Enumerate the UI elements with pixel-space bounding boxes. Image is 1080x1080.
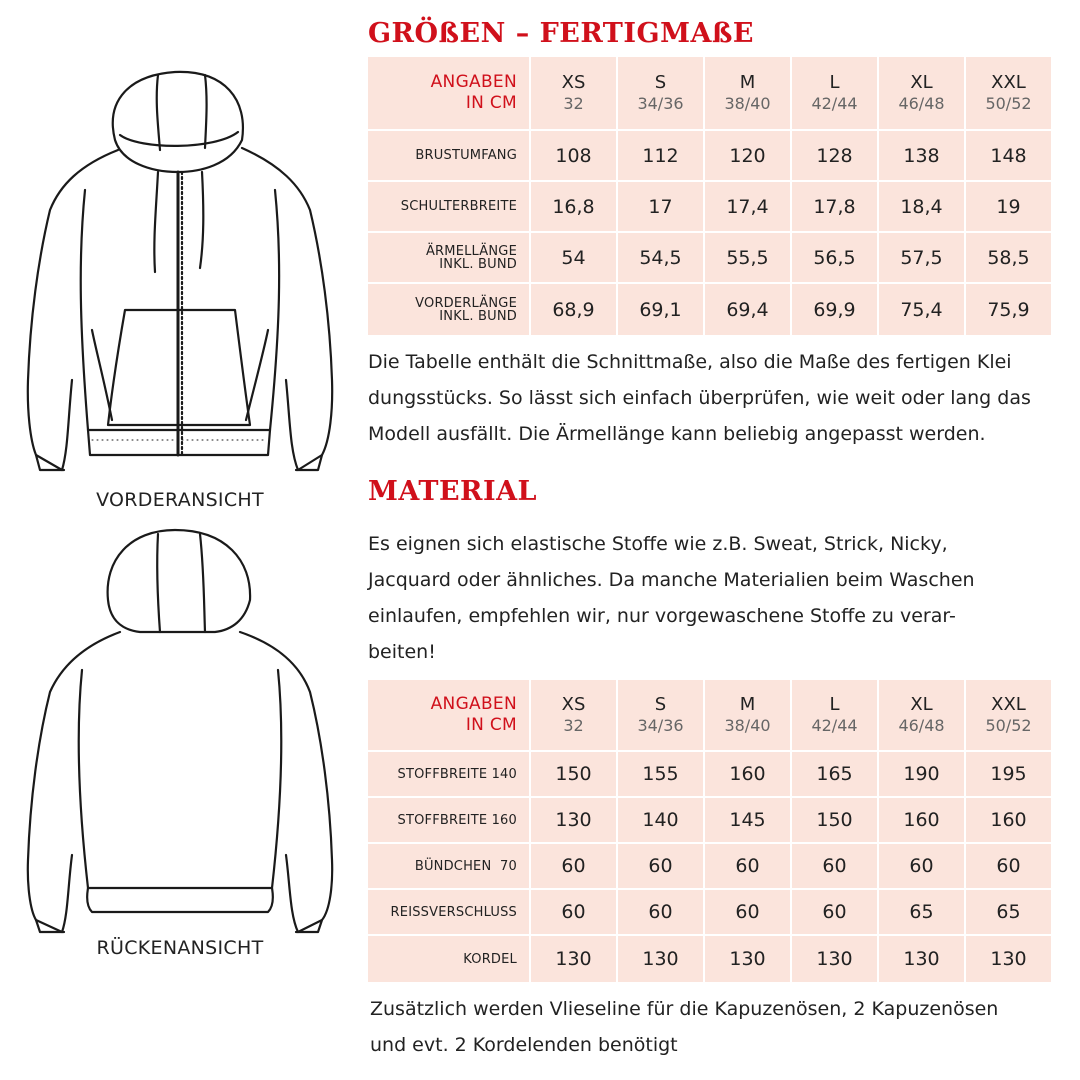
table-cell: 60 <box>877 844 964 890</box>
illustration-column <box>0 0 360 1080</box>
table-cell: 195 <box>964 752 1051 798</box>
table-cell: 130 <box>529 798 616 844</box>
material-header-row <box>368 680 1051 752</box>
sizes-table <box>368 57 1051 335</box>
row-label: ÄRMELLÄNGE INKL. BUND <box>368 233 529 284</box>
table-cell: 60 <box>529 844 616 890</box>
table-cell: 60 <box>529 890 616 936</box>
table-cell: 130 <box>790 936 877 982</box>
table-cell: 60 <box>616 890 703 936</box>
table-cell: 60 <box>964 844 1051 890</box>
table-cell: 165 <box>790 752 877 798</box>
material-footer <box>370 991 1060 1063</box>
row-label: SCHULTERBREITE <box>368 182 529 233</box>
size-col-xs: XS 32 <box>529 680 616 752</box>
size-col-m: M 38/40 <box>703 680 790 752</box>
table-cell: 65 <box>877 890 964 936</box>
row-label: STOFFBREITE 140 <box>368 752 529 798</box>
row-label: STOFFBREITE 160 <box>368 798 529 844</box>
table-row <box>368 798 1051 844</box>
sizes-note <box>368 344 1058 452</box>
table-cell: 55,5 <box>703 233 790 284</box>
sizes-corner-label: ANGABEN IN CM <box>368 57 529 131</box>
material-text <box>368 526 1058 670</box>
table-cell: 60 <box>703 890 790 936</box>
table-cell: 57,5 <box>877 233 964 284</box>
front-view-caption: VORDERANSICHT <box>96 489 264 511</box>
table-row <box>368 890 1051 936</box>
size-col-s: S 34/36 <box>616 680 703 752</box>
table-row <box>368 182 1051 233</box>
table-cell: 155 <box>616 752 703 798</box>
note-line: Die Tabelle enthält die Schnittmaße, also die Maße des fertigen Klei <box>368 351 1012 373</box>
material-corner-label: ANGABEN IN CM <box>368 680 529 752</box>
table-row <box>368 752 1051 798</box>
material-title: MATERIAL <box>368 476 538 507</box>
table-cell: 69,9 <box>790 284 877 335</box>
size-col-xl: XL 46/48 <box>877 680 964 752</box>
size-col-xs: XS 32 <box>529 57 616 131</box>
table-cell: 160 <box>703 752 790 798</box>
table-row <box>368 844 1051 890</box>
row-label: KORDEL <box>463 951 517 967</box>
table-cell: 69,4 <box>703 284 790 335</box>
table-row <box>368 233 1051 284</box>
table-cell: 130 <box>877 936 964 982</box>
table-cell: 56,5 <box>790 233 877 284</box>
table-cell: 16,8 <box>529 182 616 233</box>
table-row <box>368 284 1051 335</box>
table-cell: 75,4 <box>877 284 964 335</box>
table-cell: 54,5 <box>616 233 703 284</box>
size-col-xl: XL 46/48 <box>877 57 964 131</box>
material-line: Es eignen sich elastische Stoffe wie z.B. Sweat, Strick, Nicky, <box>368 533 948 555</box>
material-line: Jacquard oder ähnliches. Da manche Materialien beim Waschen <box>368 569 975 591</box>
table-cell: 60 <box>616 844 703 890</box>
table-cell: 128 <box>790 131 877 182</box>
size-col-m: M 38/40 <box>703 57 790 131</box>
table-cell: 60 <box>790 890 877 936</box>
table-cell: 75,9 <box>964 284 1051 335</box>
table-cell: 160 <box>964 798 1051 844</box>
table-cell: 112 <box>616 131 703 182</box>
table-cell: 130 <box>964 936 1051 982</box>
table-cell: 69,1 <box>616 284 703 335</box>
size-col-xxl: XXL 50/52 <box>964 680 1051 752</box>
table-cell: 17 <box>616 182 703 233</box>
size-col-s: S 34/36 <box>616 57 703 131</box>
footer-line: und evt. 2 Kordelenden benötigt <box>370 1034 678 1056</box>
row-label: BÜNDCHEN 70 <box>368 844 529 890</box>
table-cell: 17,8 <box>790 182 877 233</box>
material-line: beiten! <box>368 641 436 663</box>
table-row <box>368 936 1051 982</box>
table-cell: 160 <box>877 798 964 844</box>
table-cell: 140 <box>616 798 703 844</box>
row-label: VORDERLÄNGE INKL. BUND <box>415 295 517 324</box>
hoodie-front-drawing <box>0 0 360 480</box>
table-cell: 150 <box>529 752 616 798</box>
row-label: BRUSTUMFANG <box>368 131 529 182</box>
table-cell: 130 <box>703 936 790 982</box>
row-label: REISSVERSCHLUSS <box>368 890 529 936</box>
table-cell: 130 <box>616 936 703 982</box>
table-cell: 150 <box>790 798 877 844</box>
material-line: einlaufen, empfehlen wir, nur vorgewaschene Stoffe zu verar- <box>368 605 956 627</box>
table-cell: 138 <box>877 131 964 182</box>
size-col-l: L 42/44 <box>790 680 877 752</box>
sizes-title: GRÖßEN – FERTIGMAßE <box>368 18 755 49</box>
table-cell: 54 <box>529 233 616 284</box>
table-cell: 17,4 <box>703 182 790 233</box>
sizes-header-row <box>368 57 1051 131</box>
hoodie-back-drawing <box>0 520 360 940</box>
table-cell: 68,9 <box>529 284 616 335</box>
table-cell: 60 <box>790 844 877 890</box>
note-line: Modell ausfällt. Die Ärmellänge kann beliebig angepasst werden. <box>368 423 986 445</box>
table-cell: 120 <box>703 131 790 182</box>
table-cell: 108 <box>529 131 616 182</box>
table-cell: 58,5 <box>964 233 1051 284</box>
material-table <box>368 680 1051 982</box>
table-cell: 148 <box>964 131 1051 182</box>
table-cell: 18,4 <box>877 182 964 233</box>
table-row <box>368 131 1051 182</box>
size-col-l: L 42/44 <box>790 57 877 131</box>
table-cell: 145 <box>703 798 790 844</box>
table-cell: 60 <box>703 844 790 890</box>
note-line: dungsstücks. So lässt sich einfach überprüfen, wie weit oder lang das <box>368 387 1031 409</box>
back-view-caption: RÜCKENANSICHT <box>96 937 264 959</box>
table-cell: 130 <box>529 936 616 982</box>
table-cell: 190 <box>877 752 964 798</box>
size-col-xxl: XXL 50/52 <box>964 57 1051 131</box>
table-cell: 19 <box>964 182 1051 233</box>
footer-line: Zusätzlich werden Vlieseline für die Kapuzenösen, 2 Kapuzenösen <box>370 998 999 1020</box>
table-cell: 65 <box>964 890 1051 936</box>
